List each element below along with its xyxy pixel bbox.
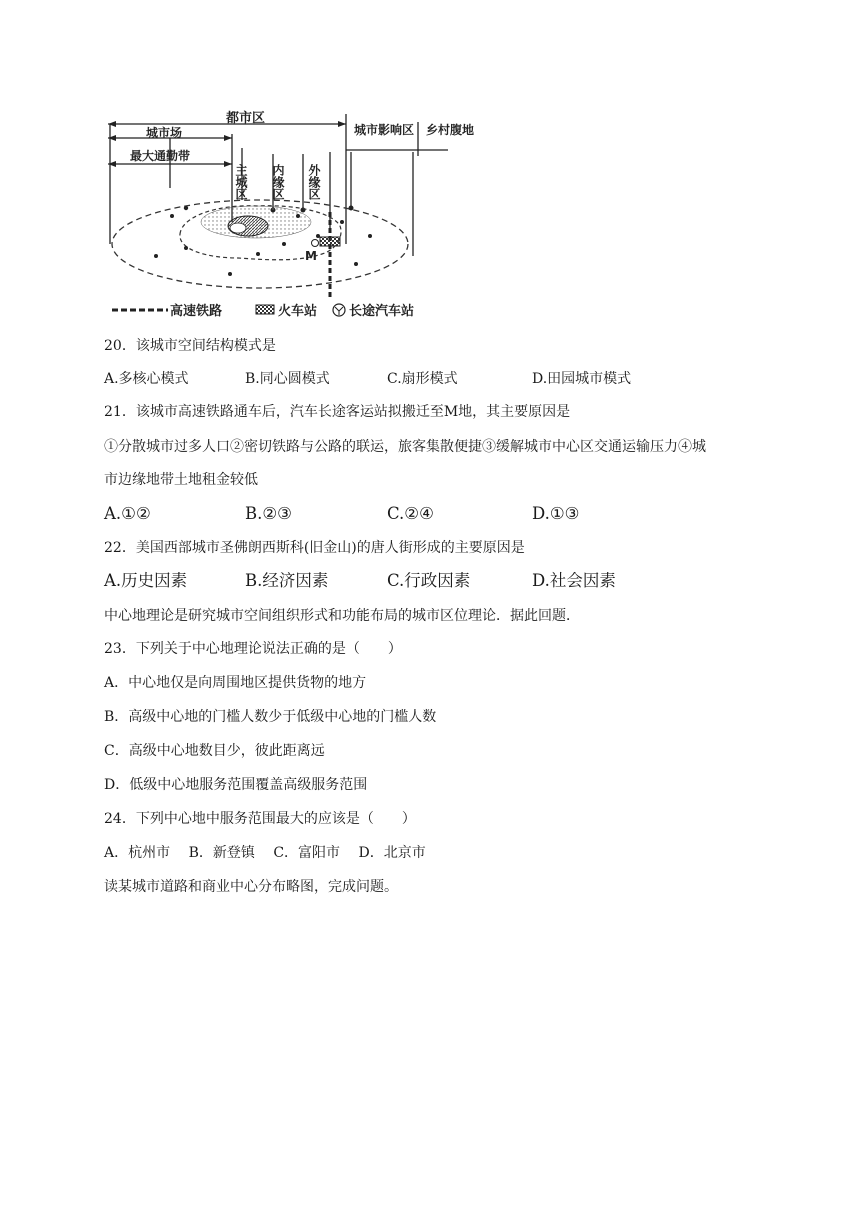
label-inner-edge: 内缘区 — [271, 164, 285, 200]
legend-train-station: 火车站 — [278, 304, 318, 319]
q22-option-c[interactable]: C.行政因素 — [387, 571, 471, 590]
q24-stem: 24．下列中心地中服务范围最大的应该是（ ） — [104, 811, 416, 827]
q21-option-b[interactable]: B.②③ — [245, 504, 292, 523]
label-outer-edge: 外缘区 — [307, 164, 321, 200]
q24-options — [104, 843, 440, 863]
q23-option-c[interactable]: C．高级中心地数目少，彼此距离远 — [104, 743, 325, 759]
q22-stem: 22．美国西部城市圣佛朗西斯科(旧金山)的唐人街形成的主要原因是 — [104, 540, 525, 556]
q20-option-b[interactable]: B.同心圆模式 — [245, 371, 330, 387]
outro-text: 读某城市道路和商业中心分布略图，完成问题。 — [104, 879, 398, 895]
legend-bus-station: 长途汽车站 — [349, 304, 415, 319]
q24-option-a[interactable]: A．杭州市 — [104, 845, 171, 861]
label-metro: 都市区 — [226, 111, 266, 126]
q21-statements-line2: 市边缘地带土地租金较低 — [104, 472, 258, 488]
label-influence: 城市影响区 — [354, 123, 415, 137]
legend-rail: 高速铁路 — [170, 304, 223, 319]
q23-option-a[interactable]: A．中心地仅是向周围地区提供货物的地方 — [104, 675, 367, 691]
q22-option-a[interactable]: A.历史因素 — [104, 571, 188, 590]
q22-option-b[interactable]: B.经济因素 — [245, 571, 329, 590]
q23-stem: 23．下列关于中心地理论说法正确的是（ ） — [104, 641, 402, 657]
q24-option-b[interactable]: B．新登镇 — [188, 845, 255, 861]
q24-option-d[interactable]: D．北京市 — [358, 845, 426, 861]
q24-option-c[interactable]: C．富阳市 — [273, 845, 341, 861]
train-station-icon — [256, 305, 274, 314]
label-rural: 乡村腹地 — [426, 123, 475, 137]
label-urban-field: 城市场 — [146, 126, 183, 140]
urban-structure-diagram — [108, 104, 475, 324]
q21-option-a[interactable]: A.①② — [104, 504, 151, 523]
q21-statements-line1: ①分散城市过多人口②密切铁路与公路的联运，旅客集散便捷③缓解城市中心区交通运输压力④城 — [104, 439, 706, 455]
q20-option-a[interactable]: A.多核心模式 — [104, 371, 189, 387]
label-max-commute: 最大通勤带 — [130, 149, 191, 163]
q22-option-d[interactable]: D.社会因素 — [532, 571, 616, 590]
q21-stem: 21．该城市高速铁路通车后，汽车长途客运站拟搬迁至M地，其主要原因是 — [104, 404, 571, 420]
q23-option-d[interactable]: D．低级中心地服务范围覆盖高级服务范围 — [104, 777, 368, 793]
label-main-city: 主城区 — [234, 164, 248, 200]
q21-option-d[interactable]: D.①③ — [532, 504, 580, 523]
q23-option-b[interactable]: B．高级中心地的门槛人数少于低级中心地的门槛人数 — [104, 709, 437, 725]
q20-stem: 20．该城市空间结构模式是 — [104, 338, 276, 354]
q20-option-c[interactable]: C.扇形模式 — [387, 371, 458, 387]
label-m: M — [305, 249, 317, 263]
legend — [112, 303, 414, 319]
q21-option-c[interactable]: C.②④ — [387, 504, 434, 523]
intro-text: 中心地理论是研究城市空间组织形式和功能布局的城市区位理论．据此回题． — [104, 608, 580, 624]
q20-option-d[interactable]: D.田园城市模式 — [532, 371, 632, 387]
